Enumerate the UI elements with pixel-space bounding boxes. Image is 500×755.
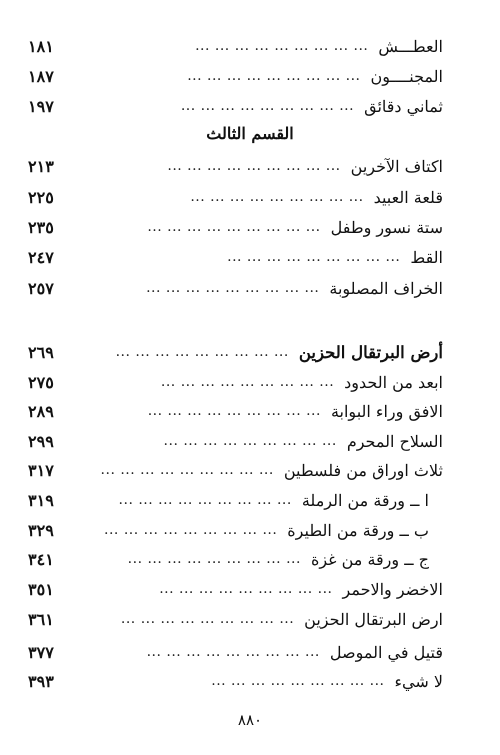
toc-entry-page: ١٩٧ <box>28 96 54 116</box>
toc-entry-page: ٢٧٥ <box>28 372 54 392</box>
toc-leader-dots: ... ... ... ... ... ... ... ... ... <box>118 492 292 508</box>
toc-entry-page: ١٨٧ <box>28 66 54 86</box>
toc-entry <box>28 397 443 425</box>
toc-entry <box>28 638 443 666</box>
toc-entry-page: ٣٤١ <box>28 549 54 569</box>
toc-entry-page: ٣٧٧ <box>28 642 54 662</box>
toc-entry-title: الاخضر والاحمر <box>342 579 443 599</box>
toc-entry-page: ٢٩٩ <box>28 431 54 451</box>
toc-entry-title: لا شيء <box>394 671 443 691</box>
toc-entry-title: العطـــش <box>378 36 443 56</box>
toc-entry-page: ٣٩٣ <box>28 671 54 691</box>
toc-entry-page: ٣٢٩ <box>28 520 54 540</box>
toc-entry-page: ٢٤٧ <box>28 247 54 267</box>
toc-entry-title: الافق وراء البوابة <box>330 401 443 421</box>
toc-entry-title: قتيل في الموصل <box>329 642 443 662</box>
toc-entry <box>28 62 443 90</box>
toc-entry-title: ابعد من الحدود <box>344 372 443 392</box>
toc-entry-page: ٢٢٥ <box>28 187 54 207</box>
toc-leader-dots: ... ... ... ... ... ... ... ... ... <box>167 158 341 174</box>
toc-entry <box>28 243 443 271</box>
toc-entry <box>28 92 443 120</box>
toc-leader-dots: ... ... ... ... ... ... ... ... ... <box>163 433 337 449</box>
toc-entry-title: ستة نسور وطفل <box>330 217 443 237</box>
toc-entry-page: ٢٣٥ <box>28 217 54 237</box>
toc-entry <box>28 605 443 633</box>
toc-entry-title: القط <box>410 247 443 267</box>
toc-leader-dots: ... ... ... ... ... ... ... ... ... <box>115 344 289 360</box>
toc-entry-title: اكتاف الآخرين <box>350 156 443 176</box>
toc-entry <box>28 274 443 302</box>
toc-entry <box>28 516 443 544</box>
toc-leader-dots: ... ... ... ... ... ... ... ... ... <box>180 98 355 114</box>
toc-entry-title: قلعة العبيد <box>373 187 443 207</box>
toc-entry <box>28 575 443 603</box>
toc-entry-page: ٢٥٧ <box>28 278 54 298</box>
toc-entry-title: ثلاث اوراق من فلسطين <box>283 460 443 480</box>
toc-leader-dots: ... ... ... ... ... ... ... ... ... <box>227 249 401 265</box>
toc-entry <box>28 338 443 366</box>
toc-entry-title: ثماني دقائق <box>364 96 443 116</box>
toc-entry <box>28 183 443 211</box>
toc-leader-dots: ... ... ... ... ... ... ... ... ... <box>187 68 361 84</box>
toc-entry-title: أرض البرتقال الحزين <box>298 342 443 362</box>
toc-leader-dots: ... ... ... ... ... ... ... ... ... <box>159 581 333 597</box>
toc-entry <box>28 32 443 60</box>
toc-entry-page: ٣٥١ <box>28 579 54 599</box>
page-number: ٨٨٠ <box>237 711 263 729</box>
toc-entry-page: ٢١٣ <box>28 156 54 176</box>
toc-leader-dots: ... ... ... ... ... ... ... ... ... <box>104 522 278 538</box>
toc-entry-page: ٣٦١ <box>28 609 54 629</box>
toc-entry <box>28 427 443 455</box>
toc-entry <box>28 368 443 396</box>
toc-leader-dots: ... ... ... ... ... ... ... ... ... <box>146 280 320 296</box>
section-heading: القسم الثالث <box>206 124 294 143</box>
toc-leader-dots: ... ... ... ... ... ... ... ... ... <box>127 551 301 567</box>
toc-entry-page: ٣١٧ <box>28 460 54 480</box>
toc-entry <box>28 152 443 180</box>
toc-leader-dots: ... ... ... ... ... ... ... ... ... <box>190 189 364 205</box>
toc-entry-page: ١٨١ <box>28 36 54 56</box>
toc-entry-page: ٢٨٩ <box>28 401 54 421</box>
toc-entry <box>28 545 443 573</box>
toc-leader-dots: ... ... ... ... ... ... ... ... ... <box>160 374 335 390</box>
toc-entry-title: الخراف المصلوبة <box>329 278 443 298</box>
toc-entry-page: ٢٦٩ <box>28 342 54 362</box>
toc-leader-dots: ... ... ... ... ... ... ... ... ... <box>147 403 321 419</box>
toc-entry <box>28 486 443 514</box>
toc-leader-dots: ... ... ... ... ... ... ... ... ... <box>100 462 274 478</box>
toc-entry-title: ج ــ ورقة من غزة <box>310 549 429 569</box>
toc-leader-dots: ... ... ... ... ... ... ... ... ... <box>211 673 385 689</box>
toc-entry-title: السلاح المحرم <box>346 431 443 451</box>
toc-leader-dots: ... ... ... ... ... ... ... ... ... <box>120 611 295 627</box>
toc-entry <box>28 456 443 484</box>
toc-entry <box>28 667 443 695</box>
toc-leader-dots: ... ... ... ... ... ... ... ... ... <box>147 219 321 235</box>
toc-entry <box>28 213 443 241</box>
toc-entry-title: ا ــ ورقة من الرملة <box>301 490 429 510</box>
toc-leader-dots: ... ... ... ... ... ... ... ... ... <box>195 38 369 54</box>
toc-leader-dots: ... ... ... ... ... ... ... ... ... <box>146 644 320 660</box>
toc-entry-title: ب ــ ورقة من الطيرة <box>287 520 429 540</box>
toc-entry-title: ارض البرتقال الحزين <box>304 609 443 629</box>
toc-entry-page: ٣١٩ <box>28 490 54 510</box>
toc-entry-title: المجنــــون <box>370 66 443 86</box>
